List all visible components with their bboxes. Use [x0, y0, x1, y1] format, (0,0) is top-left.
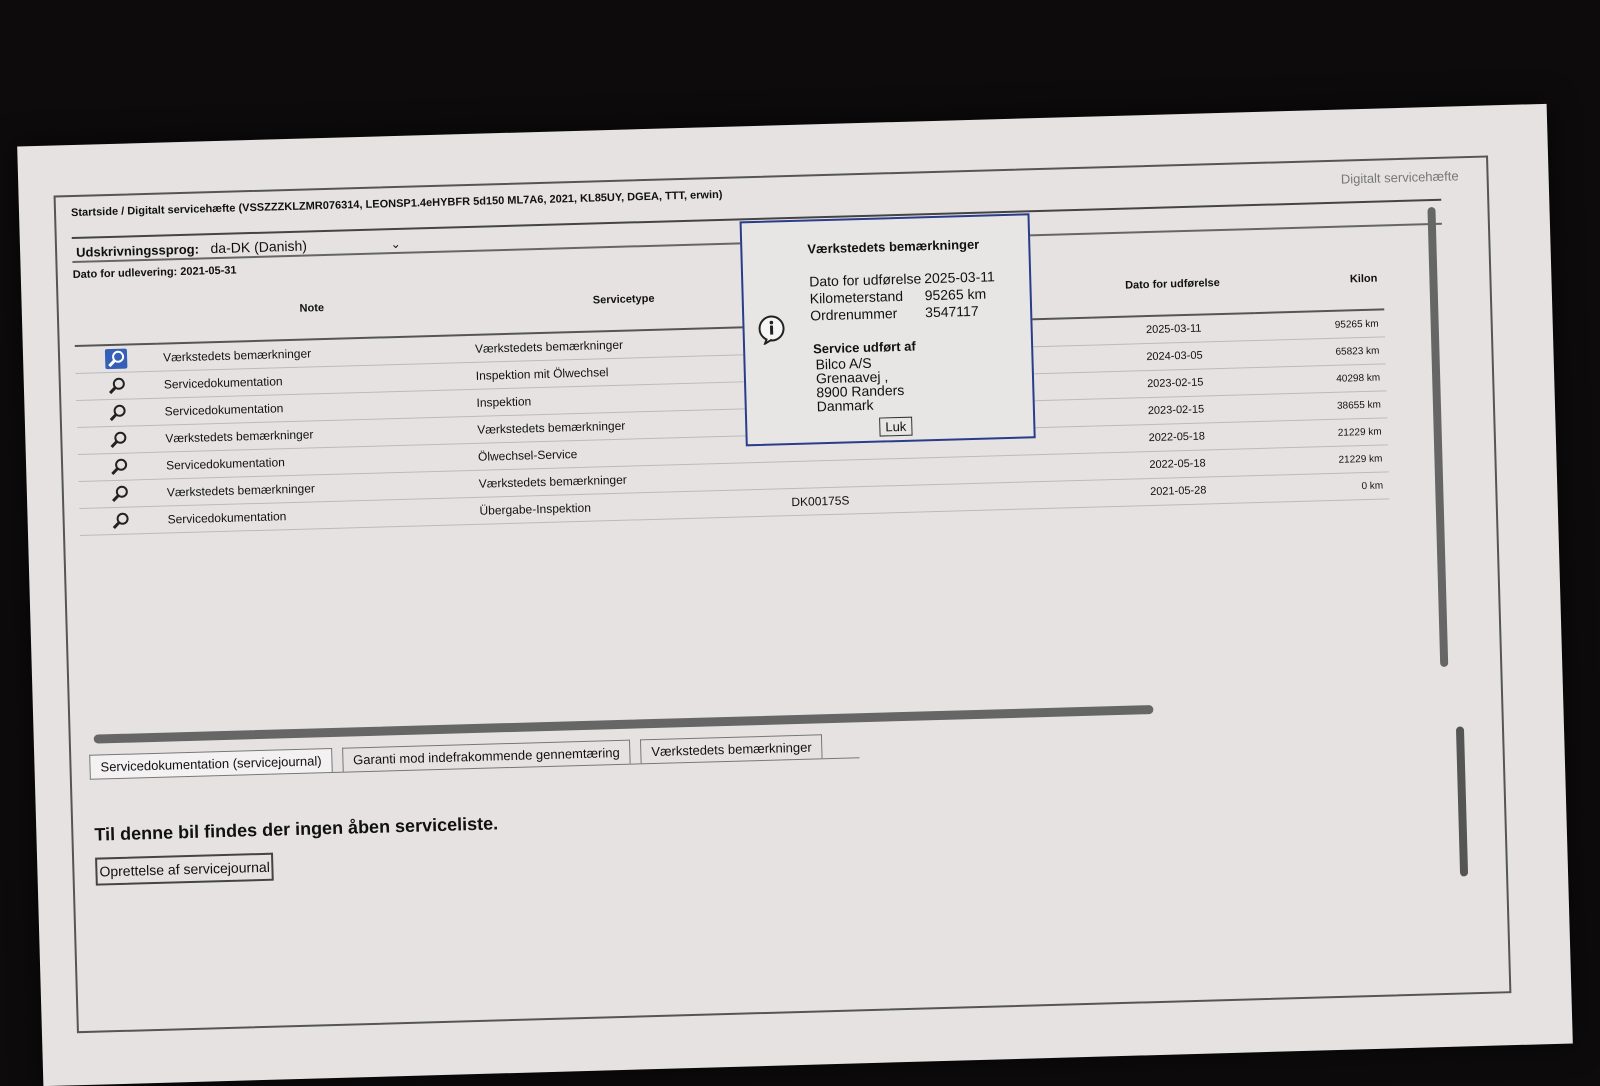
km-cell: 21229 km	[1257, 418, 1388, 449]
date-cell: 2023-02-15	[1094, 368, 1257, 400]
servicetype-cell: Inspektion	[470, 381, 783, 417]
km-cell: 40298 km	[1256, 364, 1387, 395]
info-icon	[756, 314, 787, 345]
magnifier-icon[interactable]	[105, 349, 128, 370]
breadcrumb[interactable]: Startside / Digitalt servicehæfte (VSSZZZKLZMR076314, LEONSP1.4eHYBFR 5d150 ML7A6, 2021, KL85UY, DGEA, TTT, erwin)	[70, 188, 723, 220]
note-cell: Værkstedets bemærkninger	[159, 416, 472, 452]
col-icon	[73, 283, 157, 346]
tab-garanti[interactable]: Garanti mod indefrakommende gennemtæring	[342, 740, 631, 772]
dialog-order-label: Ordrenummer	[809, 305, 898, 324]
col-note[interactable]: Note	[155, 274, 469, 344]
dialog-performed-by-label: Service udført af	[812, 338, 916, 357]
magnifier-icon[interactable]	[108, 457, 131, 478]
servicetype-cell: Værkstedets bemærkninger	[471, 408, 784, 444]
note-cell: Servicedokumentation	[158, 363, 471, 399]
dialog-address	[815, 355, 904, 413]
magnifier-icon[interactable]	[109, 484, 132, 505]
date-cell: 2024-03-05	[1093, 341, 1256, 373]
app-title: Digitalt servicehæfte	[1340, 168, 1459, 187]
servicetype-cell: Værkstedets bemærkninger	[469, 326, 782, 362]
date-cell: 2022-05-18	[1096, 449, 1259, 481]
dialog-close-button[interactable]: Luk	[879, 417, 912, 437]
dialog-details	[809, 268, 996, 324]
servicetype-cell: Værkstedets bemærkninger	[472, 462, 785, 498]
note-cell: Servicedokumentation	[160, 443, 473, 479]
row-icon-cell[interactable]	[76, 371, 159, 400]
servicetype-cell: Übergabe-Inspektion	[473, 489, 786, 525]
magnifier-icon[interactable]	[106, 403, 129, 424]
dialog-km-label: Kilometerstand	[809, 287, 904, 307]
dialog-title: Værkstedets bemærkninger	[807, 236, 980, 257]
row-icon-cell[interactable]	[75, 344, 158, 374]
date-cell: 2023-02-15	[1095, 395, 1258, 427]
remarks-dialog	[740, 213, 1036, 446]
row-icon-cell[interactable]	[77, 425, 160, 454]
magnifier-icon[interactable]	[107, 430, 130, 451]
date-cell: 2021-05-28	[1097, 476, 1260, 508]
create-servicejournal-button[interactable]: Oprettelse af servicejournal	[95, 853, 274, 886]
address-line: Grenaavej ,	[815, 368, 889, 387]
address-line: 8900 Randers	[816, 381, 905, 401]
no-service-list-message: Til denne bil findes der ingen åben serviceliste.	[94, 813, 499, 845]
address-line: Bilco A/S	[815, 354, 872, 373]
row-icon-cell[interactable]	[79, 506, 162, 535]
servicetype-cell: Inspektion mit Ölwechsel	[469, 354, 782, 390]
note-cell: Værkstedets bemærkninger	[157, 335, 470, 371]
note-cell: Værkstedets bemærkninger	[161, 470, 474, 506]
tab-servicedokumentation[interactable]: Servicedokumentation (servicejournal)	[89, 748, 333, 780]
service-table	[73, 248, 1389, 535]
col-date[interactable]: Dato for udførelse	[1091, 252, 1255, 317]
km-cell: 21229 km	[1258, 445, 1389, 476]
km-cell: 65823 km	[1255, 337, 1386, 368]
date-cell: 2022-05-18	[1095, 422, 1258, 454]
km-cell: 95265 km	[1254, 309, 1385, 340]
magnifier-icon[interactable]	[109, 510, 132, 531]
servicetype-cell: Ölwechsel-Service	[472, 435, 785, 471]
dialog-km-value: 95265 km	[924, 285, 987, 304]
date-cell: 2025-03-11	[1092, 313, 1255, 345]
dialog-date-value: 2025-03-11	[923, 268, 995, 287]
language-label: Udskrivningssprog:	[75, 241, 200, 260]
printed-page	[17, 104, 1573, 1086]
km-cell: 0 km	[1259, 472, 1390, 503]
col-servicetype[interactable]: Servicetype	[467, 265, 781, 335]
dialog-order-value: 3547117	[924, 302, 979, 321]
row-icon-cell[interactable]	[79, 479, 162, 508]
dialog-date-label: Dato for udførelse	[809, 270, 922, 290]
address-line: Danmark	[816, 396, 874, 415]
note-cell: Servicedokumentation	[161, 497, 474, 533]
tab-vaerkstedets-bemaerkninger[interactable]: Værkstedets bemærkninger	[640, 734, 823, 763]
magnifier-icon[interactable]	[106, 376, 129, 397]
km-cell: 38655 km	[1257, 391, 1388, 422]
note-cell: Servicedokumentation	[158, 389, 471, 425]
chevron-down-icon[interactable]: ⌄	[390, 236, 401, 252]
language-select[interactable]: da-DK (Danish)	[210, 237, 308, 257]
delivery-date: Dato for udlevering: 2021-05-31	[72, 264, 237, 282]
order-cell: DK00175S	[785, 480, 1098, 516]
col-km[interactable]: Kilon	[1253, 248, 1385, 313]
row-icon-cell[interactable]	[76, 398, 159, 427]
row-icon-cell[interactable]	[78, 452, 161, 481]
